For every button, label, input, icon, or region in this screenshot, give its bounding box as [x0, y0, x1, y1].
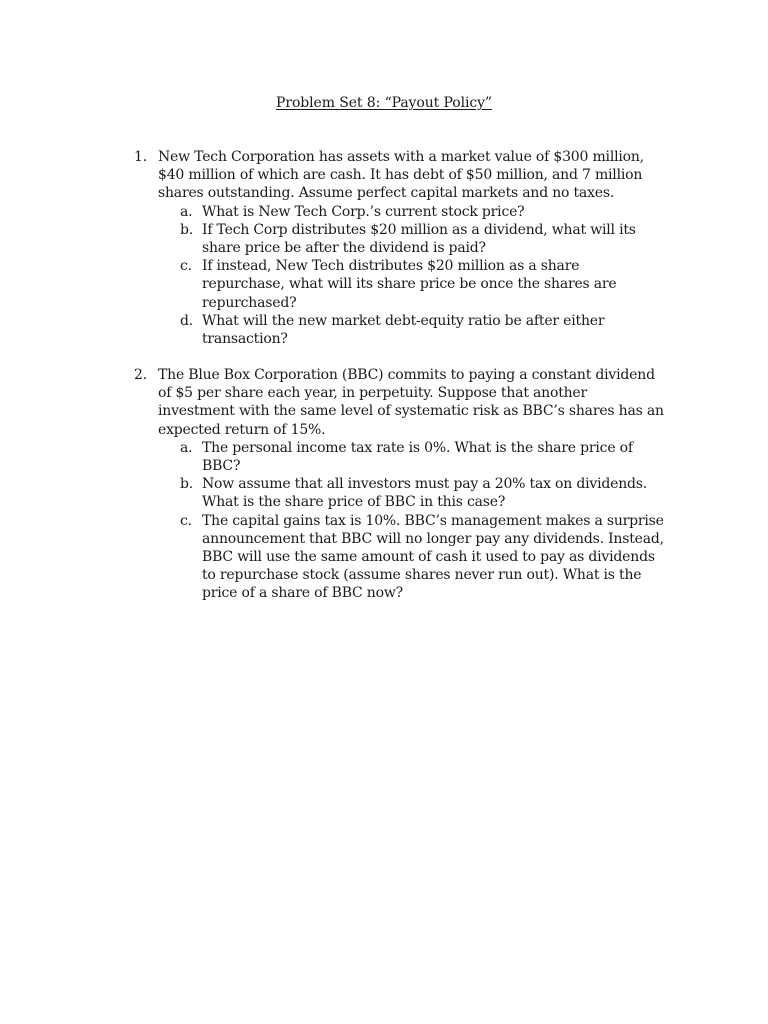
part-text: The personal income tax rate is 0%. What is the share price of BBC?: [202, 439, 633, 475]
part-text: What will the new market debt-equity ratio be after either transaction?: [202, 312, 605, 348]
problem-2-part-a: [180, 439, 664, 475]
problem-2-part-c: [180, 512, 664, 603]
part-letter: d.: [180, 312, 194, 329]
problem-1-part-d: [180, 312, 664, 348]
part-text: If Tech Corp distributes $20 million as a dividend, what will its share price be after the dividend is paid?: [202, 221, 636, 257]
problem-text: New Tech Corporation has assets with a market value of $300 million, $40 million of which are cash. It has debt of $50 million, and 7 million shares outstanding. Assume perfect capital markets and no taxes.: [158, 149, 644, 202]
part-text: If instead, New Tech distributes $20 million as a share repurchase, what will its share price be once the shares are repurchased?: [202, 258, 617, 311]
problem-2: [134, 366, 664, 603]
problem-1-part-c: [180, 257, 664, 312]
part-text: What is New Tech Corp.’s current stock price?: [202, 203, 525, 220]
problem-number: 2.: [134, 367, 147, 383]
part-letter: a.: [180, 439, 193, 456]
part-letter: b.: [180, 221, 194, 238]
part-text: The capital gains tax is 10%. BBC’s management makes a surprise announcement that BBC will no longer pay any dividends. Instead, BBC will use the same amount of cash it used to pay as dividends to repurchase stock (assume shares never run out). What is the price of a share of BBC now?: [202, 512, 664, 602]
problem-1-statement: [134, 148, 664, 203]
part-letter: c.: [180, 258, 192, 275]
problem-number: 1.: [134, 149, 147, 165]
part-letter: a.: [180, 203, 193, 220]
problem-1: [134, 148, 664, 348]
problem-1-part-b: [180, 221, 664, 257]
part-letter: b.: [180, 476, 194, 493]
part-letter: c.: [180, 512, 192, 529]
problem-2-statement: [134, 366, 664, 439]
problem-1-part-a: [180, 203, 664, 221]
page-title: Problem Set 8: “Payout Policy”: [276, 95, 492, 111]
problem-2-part-b: [180, 475, 664, 511]
part-text: Now assume that all investors must pay a 20% tax on dividends. What is the share price of BBC in this case?: [202, 476, 648, 511]
problem-text: The Blue Box Corporation (BBC) commits to paying a constant dividend of $5 per share each year, in perpetuity. Suppose that another investment with the same level of systematic risk as BBC’s shares has an expected return of 15%.: [158, 367, 664, 438]
